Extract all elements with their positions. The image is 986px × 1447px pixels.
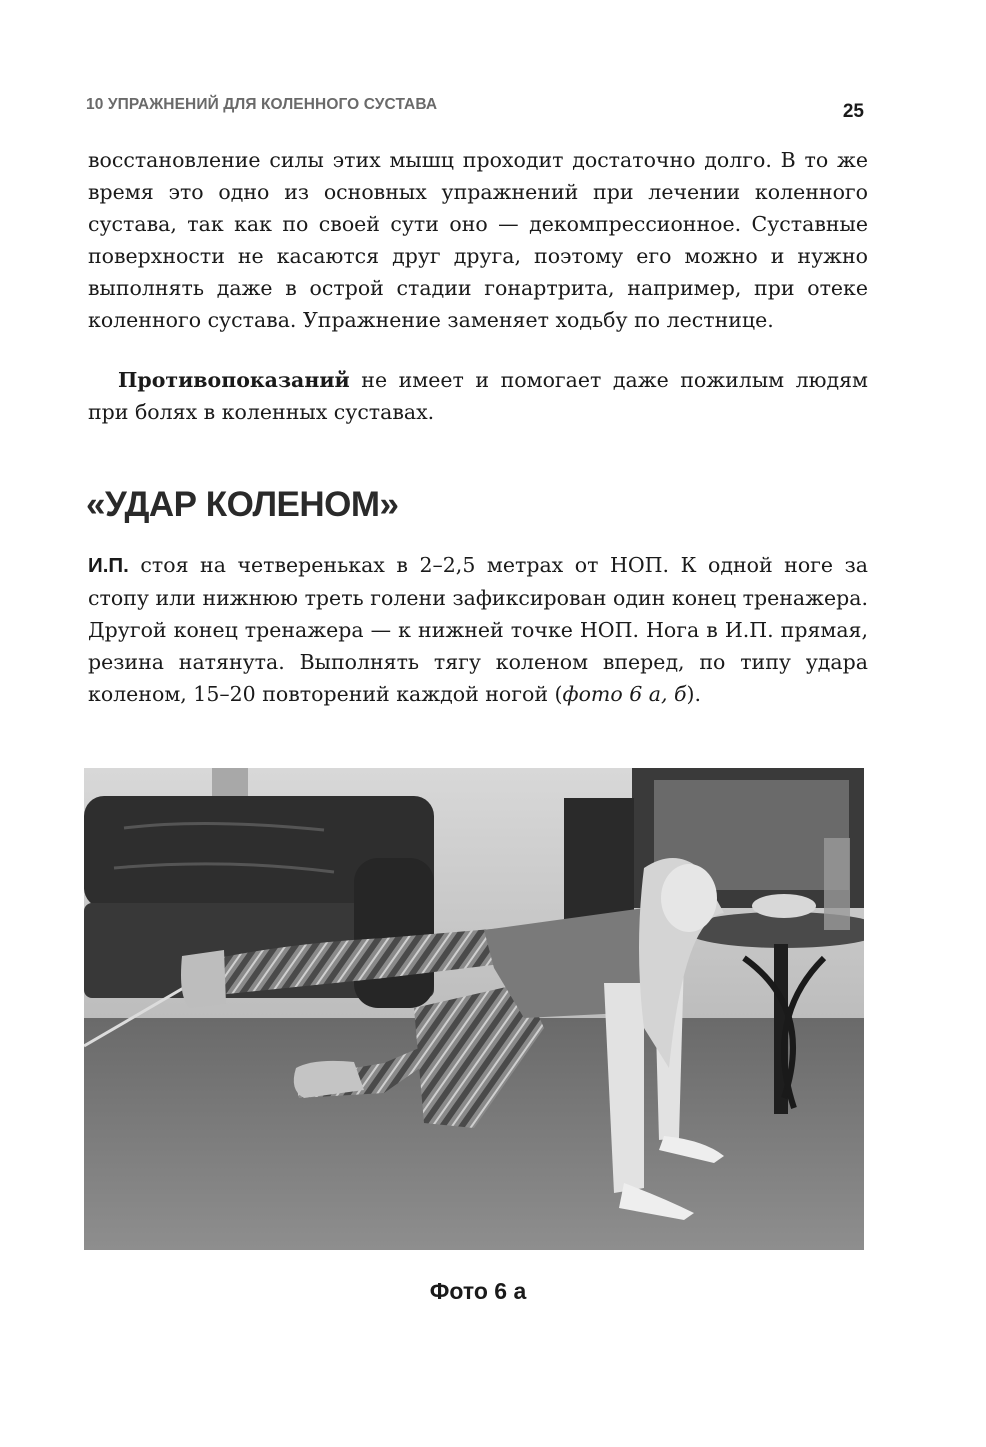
running-head: 10 УПРАЖНЕНИЙ ДЛЯ КОЛЕННОГО СУСТАВА bbox=[86, 96, 438, 113]
paragraph-exercise bbox=[88, 549, 868, 710]
paragraph-intro: восстановление силы этих мышц проходит достаточно долго. В то же время это одно из основных упражнений при лечении коленного сустава, так как по своей сути оно — декомпрессионное. Суставные поверхности не касаются друг друга, поэтому его можно и нужно выполнять даже в острой стадии гонартрита, например, при отеке коленного сустава. Упражнение заменяет ходьбу по лестнице. bbox=[88, 148, 868, 332]
exercise-text-end: ). bbox=[686, 682, 702, 706]
photo-caption: Фото 6 а bbox=[429, 1278, 527, 1304]
exercise-photo bbox=[84, 768, 864, 1250]
contraindications-label: Противопоказаний bbox=[118, 368, 350, 392]
contraindications-text: не имеет и помогает даже пожилым людям при болях в коленных суставах. bbox=[88, 368, 868, 424]
page-number: 25 bbox=[842, 101, 864, 122]
section-title: «УДАР КОЛЕНОМ» bbox=[86, 485, 399, 524]
paragraph-contraindications bbox=[88, 364, 868, 428]
exercise-text: стоя на четвереньках в 2–2,5 метрах от НОП. К одной ноге за стопу или нижнюю треть голени зафиксирован один конец тренажера. Другой конец тренажера — к нижней точке НОП. Нога в И.П. прямая, резина натянута. Выполнять тягу коленом вперед, по типу удара коленом, 15–20 повторений каждой ногой ( bbox=[88, 553, 868, 706]
start-position-label: И.П. bbox=[88, 554, 129, 577]
photo-reference: фото 6 а, б bbox=[562, 682, 687, 706]
exercise-photo-illustration bbox=[84, 768, 864, 1250]
